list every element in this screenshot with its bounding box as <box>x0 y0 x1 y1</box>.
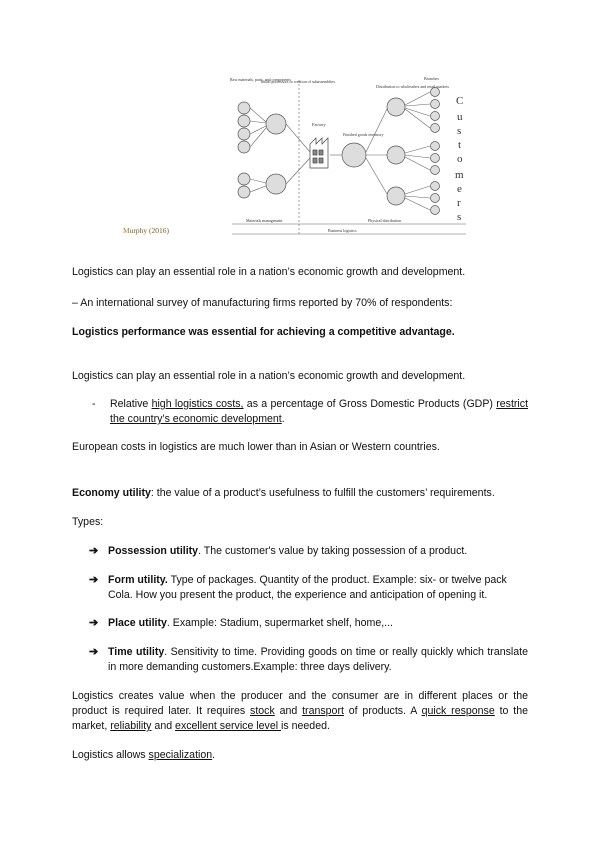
quick-response-link[interactable]: quick response <box>421 705 495 717</box>
branches-label: Branches <box>424 76 439 81</box>
svg-text:C: C <box>456 95 464 107</box>
paragraph-economy-utility: Economy utility: the value of a product’s usefulness to fulfill the customers’ requirements. <box>72 487 495 499</box>
time-utility-item: Time utility. Sensitivity to time. Providing goods on time or really quickly which translate in more demanding customers.Example: three days delivery. <box>108 646 528 673</box>
possession-utility-item: Possession utility. The customer's value by taking possession of a product. <box>108 545 468 557</box>
stock-link[interactable]: stock <box>250 705 275 717</box>
restrict-development-link[interactable]: restrict the country’s economic development <box>110 398 529 425</box>
paragraph-european-costs: European costs in logistics are much lower than in Asian or Western countries. <box>72 441 440 453</box>
svg-text:r: r <box>457 197 461 209</box>
svg-text:s: s <box>457 125 462 137</box>
arrow-icon: ➔ <box>89 617 99 629</box>
relative-costs-item: Relative high logistics costs, as a percentage of Gross Domestic Products (GDP) restrict the country’s economic development. <box>110 398 529 425</box>
paragraph-growth-2: Logistics can play an essential role in a nation’s economic growth and development. <box>72 370 466 382</box>
svg-text:t: t <box>458 139 462 151</box>
svg-text:u: u <box>457 111 463 123</box>
factory-icon <box>310 138 328 168</box>
arrow-icon: ➔ <box>89 574 99 586</box>
customers-vertical-label <box>455 95 464 223</box>
paragraph-logistics-value: Logistics creates value when the producer and the consumer are in different places or the product is required later. It requires stock and transport of products. A quick response to the market, reliability and excellent service level is needed. <box>72 690 528 732</box>
initial-processors-label: Initial processors or creation of subassemblies <box>261 79 335 84</box>
distribution-label: Distribution to wholesalers and retail markets <box>376 84 449 89</box>
arrow-icon: ➔ <box>89 646 99 658</box>
types-label: Types: <box>72 516 104 528</box>
form-utility-item: Form utility. Type of packages. Quantity of the product. Example: six- or twelve pack Cola. How you present the product, the experience and anticipation of opening it. <box>108 574 507 601</box>
specialization-link[interactable]: specialization <box>148 749 213 761</box>
high-logistics-costs-link[interactable]: high logistics costs, <box>151 398 244 410</box>
paragraph-specialization: Logistics allows specialization. <box>72 749 216 761</box>
paragraph-survey: – An international survey of manufacturing firms reported by 70% of respondents: <box>72 297 453 309</box>
business-logistics-label: Business logistics <box>328 228 357 233</box>
arrow-icon: ➔ <box>89 545 99 557</box>
raw-materials-label: Raw materials, parts, and components <box>230 77 291 82</box>
figure-caption: Murphy (2016) <box>123 226 170 235</box>
place-utility-item: Place utility. Example: Stadium, supermarket shelf, home,... <box>108 617 393 629</box>
service-level-link[interactable]: excellent service level <box>175 720 282 732</box>
paragraph-competitive-advantage: Logistics performance was essential for achieving a competitive advantage. <box>72 326 455 338</box>
physical-distribution-label: Physical distribution <box>368 218 401 223</box>
factory-label: Factory <box>312 122 326 127</box>
svg-text:s: s <box>457 211 462 223</box>
reliability-link[interactable]: reliability <box>110 720 152 732</box>
svg-text:e: e <box>457 183 462 195</box>
finished-goods-label: Finished goods inventory <box>343 132 384 137</box>
svg-text:o: o <box>457 153 463 165</box>
dash-bullet: - <box>92 398 96 410</box>
svg-text:m: m <box>455 169 464 181</box>
supply-chain-figure <box>228 74 474 244</box>
transport-link[interactable]: transport <box>302 705 344 717</box>
materials-management-label: Materials management <box>246 218 283 223</box>
paragraph-growth-1: Logistics can play an essential role in a nation’s economic growth and development. <box>72 266 466 278</box>
